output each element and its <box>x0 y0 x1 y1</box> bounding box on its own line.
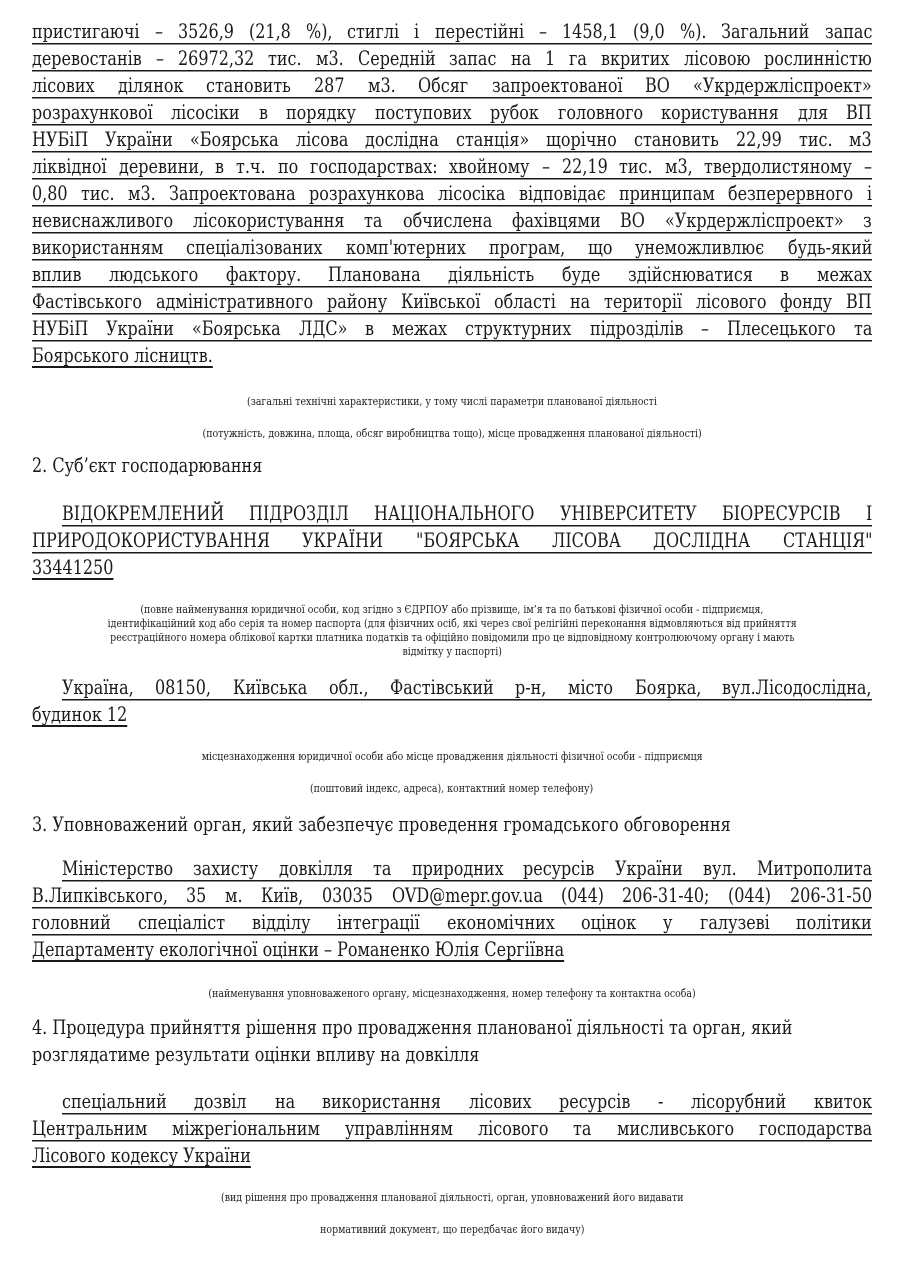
word: га <box>569 47 588 70</box>
word: Плесецького <box>726 317 836 340</box>
word: використанням <box>32 236 164 259</box>
word: щорічно <box>546 128 618 151</box>
word: СТАНЦІЯ" <box>782 529 872 552</box>
word: ВП <box>846 101 873 124</box>
word: і <box>414 20 420 43</box>
word: твердолистяному <box>704 155 853 178</box>
word: користування <box>661 101 779 124</box>
word: ВП <box>846 290 872 313</box>
word: району <box>326 290 387 313</box>
word: межах <box>816 263 872 286</box>
word: економічних <box>446 911 555 934</box>
word: лісового <box>695 290 767 313</box>
word: невиснажливого <box>32 209 174 232</box>
word: оцінок <box>581 911 637 934</box>
word: %). <box>679 20 707 43</box>
word: лісова <box>295 128 349 151</box>
word: програм, <box>488 236 565 259</box>
word: порядку <box>286 101 357 124</box>
word: 26972,32 <box>177 47 255 70</box>
word: І <box>865 502 872 525</box>
word: 08150, <box>155 676 212 699</box>
word: адміністративного <box>155 290 313 313</box>
word: рубок <box>489 101 539 124</box>
word: мисливського <box>616 1117 734 1140</box>
word: та <box>573 1117 592 1140</box>
word: НУБіП <box>32 317 89 340</box>
word: «Укрдержліспроект» <box>693 74 873 97</box>
word: вкритих <box>601 47 670 70</box>
field-caption: нормативний документ, що передбачає його видачу) <box>319 1223 585 1236</box>
word: фактору. <box>225 263 301 286</box>
text-line: Лісового кодексу України <box>32 1144 251 1167</box>
field-caption: (повне найменування юридичної особи, код згідно з ЄДРПОУ або прізвище, ім’я та по батькові фізичної особи - підприємця, <box>140 603 764 616</box>
word: ЛІСОВА <box>551 529 621 552</box>
word: лісового <box>477 1117 549 1140</box>
word: УКРАЇНИ <box>302 529 384 552</box>
word: обчислена <box>402 209 492 232</box>
word: 22,99 <box>735 128 782 151</box>
word: України <box>106 317 175 340</box>
word: УНІВЕРСИТЕТУ <box>560 502 697 525</box>
field-caption: (найменування уповноваженого органу, місцезнаходження, номер телефону та контактна особа) <box>208 987 696 1000</box>
word: дослідна <box>365 128 440 151</box>
word: ВО <box>645 74 671 97</box>
word: м. <box>225 884 243 907</box>
field-caption: реєстраційного номера облікової картки платника податків та офіційно повідомили про це відповідному контролюючому органу і мають <box>109 631 795 644</box>
word: ЛДС» <box>298 317 348 340</box>
word: деревини, <box>118 155 204 178</box>
word: і <box>866 182 872 205</box>
word: НАЦІОНАЛЬНОГО <box>374 502 535 525</box>
word: Середній <box>357 47 436 70</box>
word: України <box>105 128 174 151</box>
word: Планована <box>328 263 421 286</box>
word: тис. <box>798 128 833 151</box>
word: з <box>863 209 873 232</box>
word: (044) <box>728 884 772 907</box>
word: поступових <box>374 101 472 124</box>
text-line <box>32 527 872 554</box>
word: пристигаючі <box>32 20 140 43</box>
word: Україна, <box>62 676 134 699</box>
word: обл., <box>328 676 369 699</box>
text-line <box>62 500 872 527</box>
text-line <box>32 180 872 207</box>
section-heading: 4. Процедура прийняття рішення про провадження планованої діяльності та орган, який <box>32 1016 793 1039</box>
word: спеціаліст <box>137 911 225 934</box>
word: ліквідної <box>32 155 107 178</box>
word: будь-який <box>787 236 872 259</box>
word: 206-31-40; <box>622 884 710 907</box>
text-line <box>32 72 872 99</box>
word: лісорубний <box>691 1090 787 1113</box>
word: – <box>538 20 547 43</box>
section-heading: 2. Суб’єкт господарювання <box>32 454 263 477</box>
word: ділянок <box>117 74 184 97</box>
word: Запроектована <box>169 182 296 205</box>
word: вплив <box>32 263 82 286</box>
word: структурних <box>465 317 572 340</box>
word: відділу <box>251 911 311 934</box>
word: захисту <box>193 857 259 880</box>
word: 22,19 <box>561 155 608 178</box>
word: на <box>510 47 531 70</box>
word: (21,8 <box>248 20 291 43</box>
word: на <box>569 290 591 313</box>
word: запроектованої <box>491 74 623 97</box>
word: ПІДРОЗДІЛ <box>249 502 350 525</box>
word: «Укрдержліспроект» <box>664 209 844 232</box>
word: головний <box>32 911 111 934</box>
text-line <box>32 882 872 909</box>
word: спеціальний <box>62 1090 167 1113</box>
word: в <box>215 155 225 178</box>
word: тис. <box>619 155 653 178</box>
word: галузеві <box>699 911 770 934</box>
text-line <box>62 855 872 882</box>
word: В.Липківського, <box>32 884 168 907</box>
word: розрахункова <box>309 182 425 205</box>
word: у <box>663 911 673 934</box>
word: принципам <box>619 182 715 205</box>
word: ресурсів <box>523 857 595 880</box>
word: Фастівський <box>389 676 494 699</box>
word: запас <box>824 20 872 43</box>
word: Фастівського <box>32 290 143 313</box>
word: деревостанів <box>32 47 142 70</box>
word: що <box>587 236 613 259</box>
word: м3. <box>367 74 396 97</box>
word: запас <box>449 47 497 70</box>
word: інтеграції <box>336 911 420 934</box>
word: довкілля <box>278 857 353 880</box>
text-line <box>32 207 872 234</box>
word: для <box>797 101 828 124</box>
word: лісосіка <box>438 182 506 205</box>
word: лісових <box>32 74 95 97</box>
text-line <box>32 261 872 288</box>
word: БІОРЕСУРСІВ <box>721 502 841 525</box>
word: 206-31-50 <box>789 884 872 907</box>
word: лісовою <box>683 47 751 70</box>
word: – <box>700 317 709 340</box>
word: політики <box>796 911 872 934</box>
word: OVD@mepr.gov.ua <box>391 884 543 907</box>
word: здійснюватися <box>627 263 753 286</box>
word: 287 <box>314 74 345 97</box>
word: Міністерство <box>62 857 174 880</box>
word: хвойному <box>449 155 530 178</box>
field-caption: відмітку у паспорті) <box>402 645 502 658</box>
word: області <box>494 290 557 313</box>
text-line <box>32 45 872 72</box>
word: та <box>853 317 872 340</box>
word: буде <box>562 263 601 286</box>
text-line <box>32 288 872 315</box>
field-caption: (потужність, довжина, площа, обсяг виробництва тощо), місце провадження планованої діяльності) <box>202 427 702 440</box>
section-heading: розглядатиме результати оцінки впливу на довкілля <box>32 1043 480 1066</box>
word: Загальний <box>721 20 810 43</box>
word: (9,0 <box>632 20 665 43</box>
word: фахівцями <box>511 209 601 232</box>
word: головного <box>557 101 643 124</box>
word: вул.Лісодослідна, <box>722 676 872 699</box>
word: ПРИРОДОКОРИСТУВАННЯ <box>32 529 270 552</box>
word: – <box>541 155 550 178</box>
word: відповідає <box>518 182 606 205</box>
word: Боярка, <box>634 676 701 699</box>
word: підрозділів <box>589 317 683 340</box>
word: України <box>614 857 683 880</box>
word: - <box>658 1090 664 1113</box>
word: т.ч. <box>236 155 266 178</box>
field-caption: місцезнаходження юридичної особи або місце провадження діяльності фізичної особи - підприємця <box>201 750 703 763</box>
word: %), <box>305 20 333 43</box>
word: міжрегіональним <box>172 1117 321 1140</box>
word: ДОСЛІДНА <box>652 529 751 552</box>
address-line: будинок 12 <box>32 703 128 726</box>
text-line <box>32 153 872 180</box>
word: дозвіл <box>194 1090 247 1113</box>
word: – <box>155 47 164 70</box>
word: в <box>258 101 268 124</box>
word: Київ, <box>261 884 304 907</box>
word: Київська <box>232 676 308 699</box>
word: розрахункової <box>32 101 153 124</box>
word: «Боярська <box>190 128 279 151</box>
word: р-н, <box>515 676 547 699</box>
word: рослинністю <box>764 47 872 70</box>
word: унеможливлює <box>635 236 765 259</box>
text-line <box>32 18 872 45</box>
word: використання <box>322 1090 442 1113</box>
word: – <box>863 155 872 178</box>
text-line <box>32 126 872 153</box>
word: становить <box>634 128 719 151</box>
word: Обсяг <box>418 74 469 97</box>
word: 35 <box>186 884 207 907</box>
word: станція» <box>456 128 530 151</box>
word: перестійні <box>434 20 524 43</box>
word: місто <box>568 676 613 699</box>
word: тис. <box>268 47 302 70</box>
word: фонду <box>780 290 833 313</box>
text-line <box>32 909 872 936</box>
word: Київської <box>400 290 481 313</box>
word: та <box>364 209 383 232</box>
word: Митрополита <box>756 857 872 880</box>
word: м3, <box>664 155 693 178</box>
word: ресурсів <box>559 1090 631 1113</box>
word: природних <box>411 857 504 880</box>
word: діяльність <box>448 263 535 286</box>
text-line <box>32 1115 872 1142</box>
field-caption: ідентифікаційний код або серія та номер паспорта (для фізичних осіб, які через свої релігійні переконання відмовляються від прийняття <box>107 617 797 630</box>
word: «Боярська <box>192 317 281 340</box>
word: лісокористування <box>192 209 345 232</box>
address-line <box>62 674 872 701</box>
word: спеціалізованих <box>186 236 323 259</box>
word: лісових <box>468 1090 532 1113</box>
word: господарствах: <box>309 155 438 178</box>
edrpou-code: 33441250 <box>32 556 114 579</box>
word: межах <box>392 317 448 340</box>
word: лісосіки <box>171 101 241 124</box>
field-caption: (загальні технічні характеристики, у тому числі параметри планованої діяльності <box>247 395 657 408</box>
word: (044) <box>560 884 604 907</box>
field-caption: (вид рішення про провадження планованої діяльності, орган, уповноважений його видавати <box>220 1191 684 1204</box>
word: управлінням <box>345 1117 454 1140</box>
field-caption: (поштовий індекс, адреса), контактний номер телефону) <box>310 782 594 795</box>
word: ВІДОКРЕМЛЕНИЙ <box>62 502 225 525</box>
text-line <box>32 234 872 261</box>
word: в <box>365 317 375 340</box>
word: людського <box>108 263 199 286</box>
word: "БОЯРСЬКА <box>415 529 520 552</box>
word: тис. <box>81 182 115 205</box>
text-line: Департаменту екологічної оцінки – Романенко Юлія Сергіївна <box>32 938 565 961</box>
word: вул. <box>702 857 737 880</box>
word: стиглі <box>347 20 400 43</box>
word: НУБіП <box>32 128 89 151</box>
text-line <box>62 1088 872 1115</box>
word: – <box>154 20 163 43</box>
word: 03035 <box>322 884 374 907</box>
word: м3. <box>315 47 344 70</box>
word: становить <box>206 74 292 97</box>
text-line <box>32 99 872 126</box>
word: території <box>603 290 683 313</box>
word: та <box>372 857 392 880</box>
word: м3. <box>127 182 156 205</box>
word: 1458,1 <box>561 20 618 43</box>
word: м3 <box>849 128 872 151</box>
word: в <box>780 263 790 286</box>
word: Центральним <box>32 1117 148 1140</box>
word: 1 <box>545 47 556 70</box>
word: безперервного <box>728 182 854 205</box>
word: на <box>274 1090 295 1113</box>
word: ВО <box>620 209 645 232</box>
word: 3526,9 <box>177 20 234 43</box>
word: квиток <box>813 1090 872 1113</box>
word: 0,80 <box>32 182 68 205</box>
word: по <box>277 155 299 178</box>
text-line <box>32 315 872 342</box>
word: комп'ютерних <box>345 236 466 259</box>
word: господарства <box>758 1117 872 1140</box>
section-heading: 3. Уповноважений орган, який забезпечує проведення громадського обговорення <box>32 813 731 836</box>
text-line: Боярського лісництв. <box>32 344 213 367</box>
